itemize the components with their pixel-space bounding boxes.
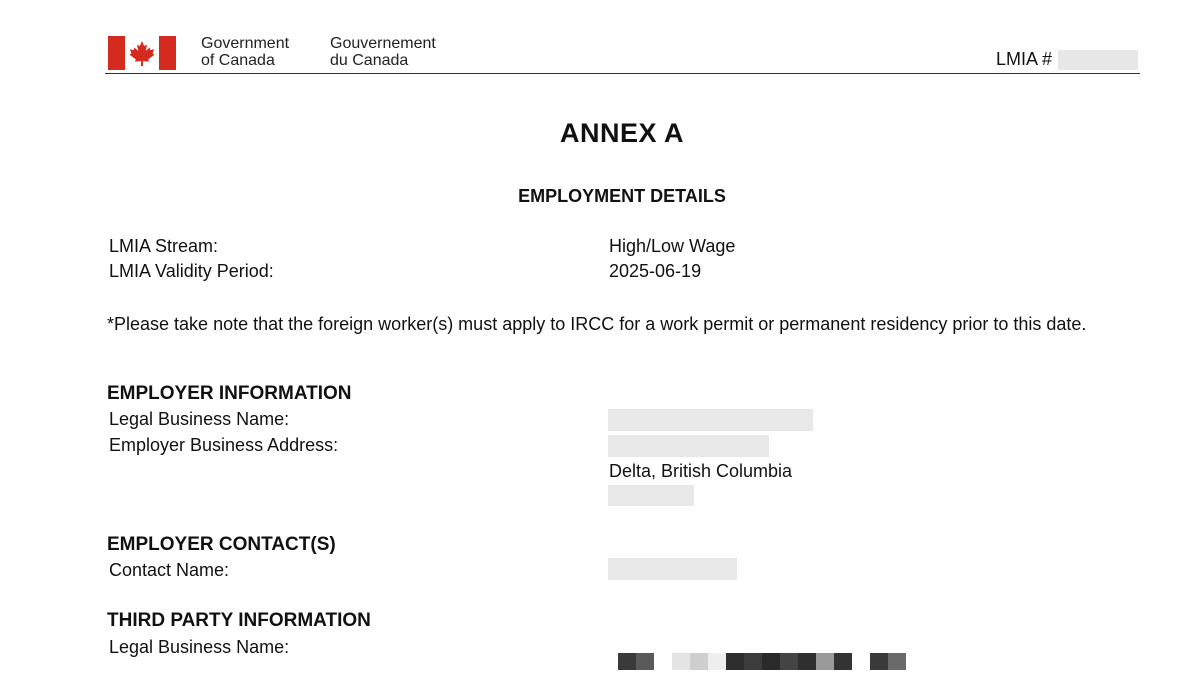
government-of-canada-wordmark	[201, 35, 289, 69]
gov-fr-line1: Gouvernement	[330, 35, 436, 52]
employer-postal-code-redacted	[608, 485, 694, 506]
lmia-number-redacted	[1058, 50, 1138, 70]
employer-address-redacted	[608, 435, 769, 457]
employer-address-label: Employer Business Address:	[109, 435, 339, 455]
lmia-stream-label: LMIA Stream:	[109, 236, 219, 256]
canada-flag-logo	[108, 36, 176, 70]
employer-contacts-heading: EMPLOYER CONTACT(S)	[107, 534, 336, 555]
gov-en-line2: of Canada	[201, 52, 275, 69]
lmia-validity-value: 2025-06-19	[609, 261, 702, 281]
gouvernement-du-canada-wordmark	[330, 35, 436, 69]
validity-note: *Please take note that the foreign worker(s) must apply to IRCC for a work permit or permanent residency prior to this date.	[107, 314, 1087, 334]
employer-legal-name-redacted	[608, 409, 813, 431]
lmia-reference	[996, 49, 1138, 70]
third-party-heading: THIRD PARTY INFORMATION	[107, 610, 371, 631]
contact-name-label: Contact Name:	[109, 560, 230, 580]
employer-legal-name-label: Legal Business Name:	[109, 409, 290, 429]
lmia-stream-value: High/Low Wage	[609, 236, 736, 256]
page-title: ANNEX A	[559, 118, 684, 148]
lmia-ref-label: LMIA #	[995, 49, 1052, 69]
header-divider	[105, 73, 1140, 74]
gov-fr-line2: du Canada	[330, 52, 409, 69]
employer-information-heading: EMPLOYER INFORMATION	[107, 383, 352, 404]
employer-address-city: Delta, British Columbia	[609, 461, 793, 481]
third-party-name-pixelated	[618, 653, 906, 670]
section-title: EMPLOYMENT DETAILS	[518, 186, 726, 206]
contact-name-redacted	[608, 558, 737, 580]
lmia-validity-label: LMIA Validity Period:	[109, 261, 274, 281]
third-party-legal-name-label: Legal Business Name:	[109, 637, 290, 657]
gov-en-line1: Government	[201, 35, 290, 52]
